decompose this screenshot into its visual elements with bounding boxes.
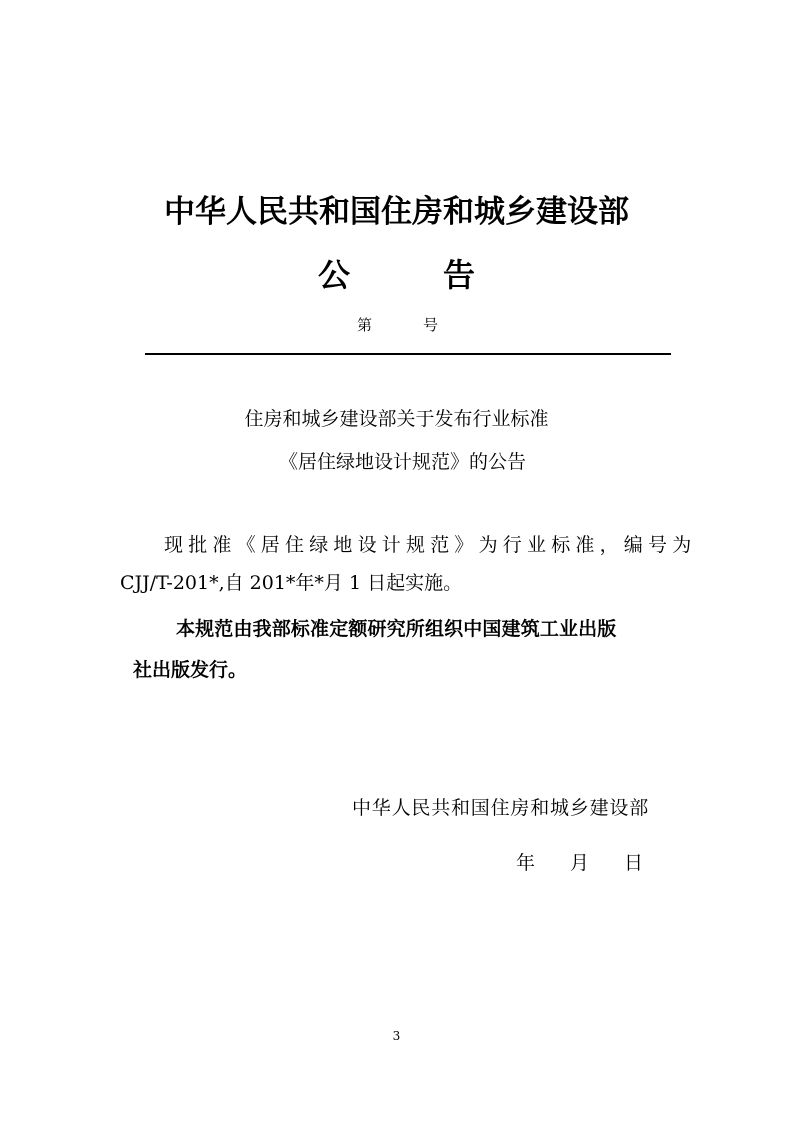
subject-line-1: 住房和城乡建设部关于发布行业标准 bbox=[244, 408, 549, 430]
approval-paragraph-line-1: 现批准《居住绿地设计规范》为行业标准，编号为 bbox=[164, 534, 697, 556]
subject-line-2: 《居住绿地设计规范》的公告 bbox=[278, 451, 526, 473]
notice-number-suffix: 号 bbox=[423, 316, 439, 334]
publication-paragraph-line-2: 社出版发行。 bbox=[133, 659, 248, 681]
notice-title-char-1: 公 bbox=[318, 256, 351, 294]
header-divider bbox=[145, 353, 671, 355]
date-day-label: 日 bbox=[624, 852, 644, 874]
approval-paragraph-line-2: CJJ/T-201*,自 201*年*月 1 日起实施。 bbox=[120, 572, 463, 594]
notice-title-char-2: 告 bbox=[443, 256, 476, 294]
notice-number-prefix: 第 bbox=[357, 316, 373, 334]
publication-paragraph-line-1: 本规范由我部标准定额研究所组织中国建筑工业出版 bbox=[176, 618, 617, 640]
date-month-label: 月 bbox=[570, 852, 590, 874]
page-number: 3 bbox=[392, 1029, 401, 1043]
org-title: 中华人民共和国住房和城乡建设部 bbox=[164, 194, 629, 230]
signature-org: 中华人民共和国住房和城乡建设部 bbox=[352, 797, 650, 819]
date-year-label: 年 bbox=[516, 852, 536, 874]
